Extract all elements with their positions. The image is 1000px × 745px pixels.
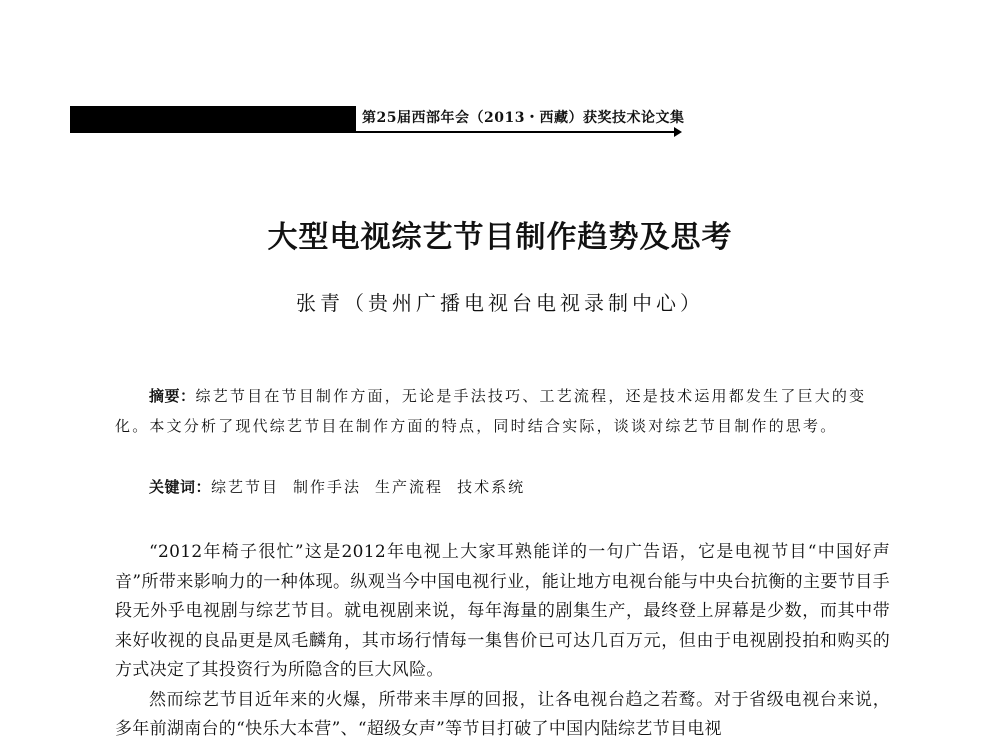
author-affiliation: 张青（贵州广播电视台电视录制中心） — [296, 291, 704, 315]
keyword: 制作手法 — [293, 478, 362, 496]
article-title: 大型电视综艺节目制作趋势及思考 — [267, 220, 733, 255]
article-body — [115, 538, 890, 745]
keywords — [149, 476, 539, 497]
body-paragraph: 然而综艺节目近年来的火爆，所带来丰厚的回报，让各电视台趋之若鹜。对于省级电视台来说，多年前湖南台的“快乐大本营”、“超级女声”等节目打破了中国内陆综艺节目电视 — [115, 689, 890, 739]
keyword: 综艺节目 — [211, 478, 280, 496]
abstract-text: 综艺节目在节目制作方面，无论是手法技巧、工艺流程，还是技术运用都发生了巨大的变化。本文分析了现代综艺节目在制作方面的特点，同时结合实际，谈谈对综艺节目制作的思考。 — [115, 387, 867, 435]
keyword: 生产流程 — [375, 478, 444, 496]
keyword: 技术系统 — [457, 478, 526, 496]
abstract-label: 摘要： — [149, 387, 196, 405]
header-arrow-icon — [674, 127, 682, 137]
collection-title: 第25届西部年会（2013・西藏）获奖技术论文集 — [362, 110, 685, 126]
abstract — [115, 381, 890, 441]
keywords-label: 关键词： — [149, 478, 212, 496]
body-paragraph: “2012年椅子很忙”这是2012年电视上大家耳熟能详的一句广告语，它是电视节目“中国好声音”所带来影响力的一种体现。纵观当今中国电视行业，能让地方电视台能与中央台抗衡的主要节目手段无外乎电视剧与综艺节目。就电视剧来说，每年海量的剧集生产，最终登上屏幕是少数，而其中带来好收视的良品更是凤毛麟角，其市场行情每一集售价已可达几百万元，但由于电视剧投拍和购买的方式决定了其投资行为所隐含的巨大风险。 — [115, 542, 890, 680]
header-black-bar — [70, 106, 356, 132]
header-rule — [70, 131, 678, 133]
